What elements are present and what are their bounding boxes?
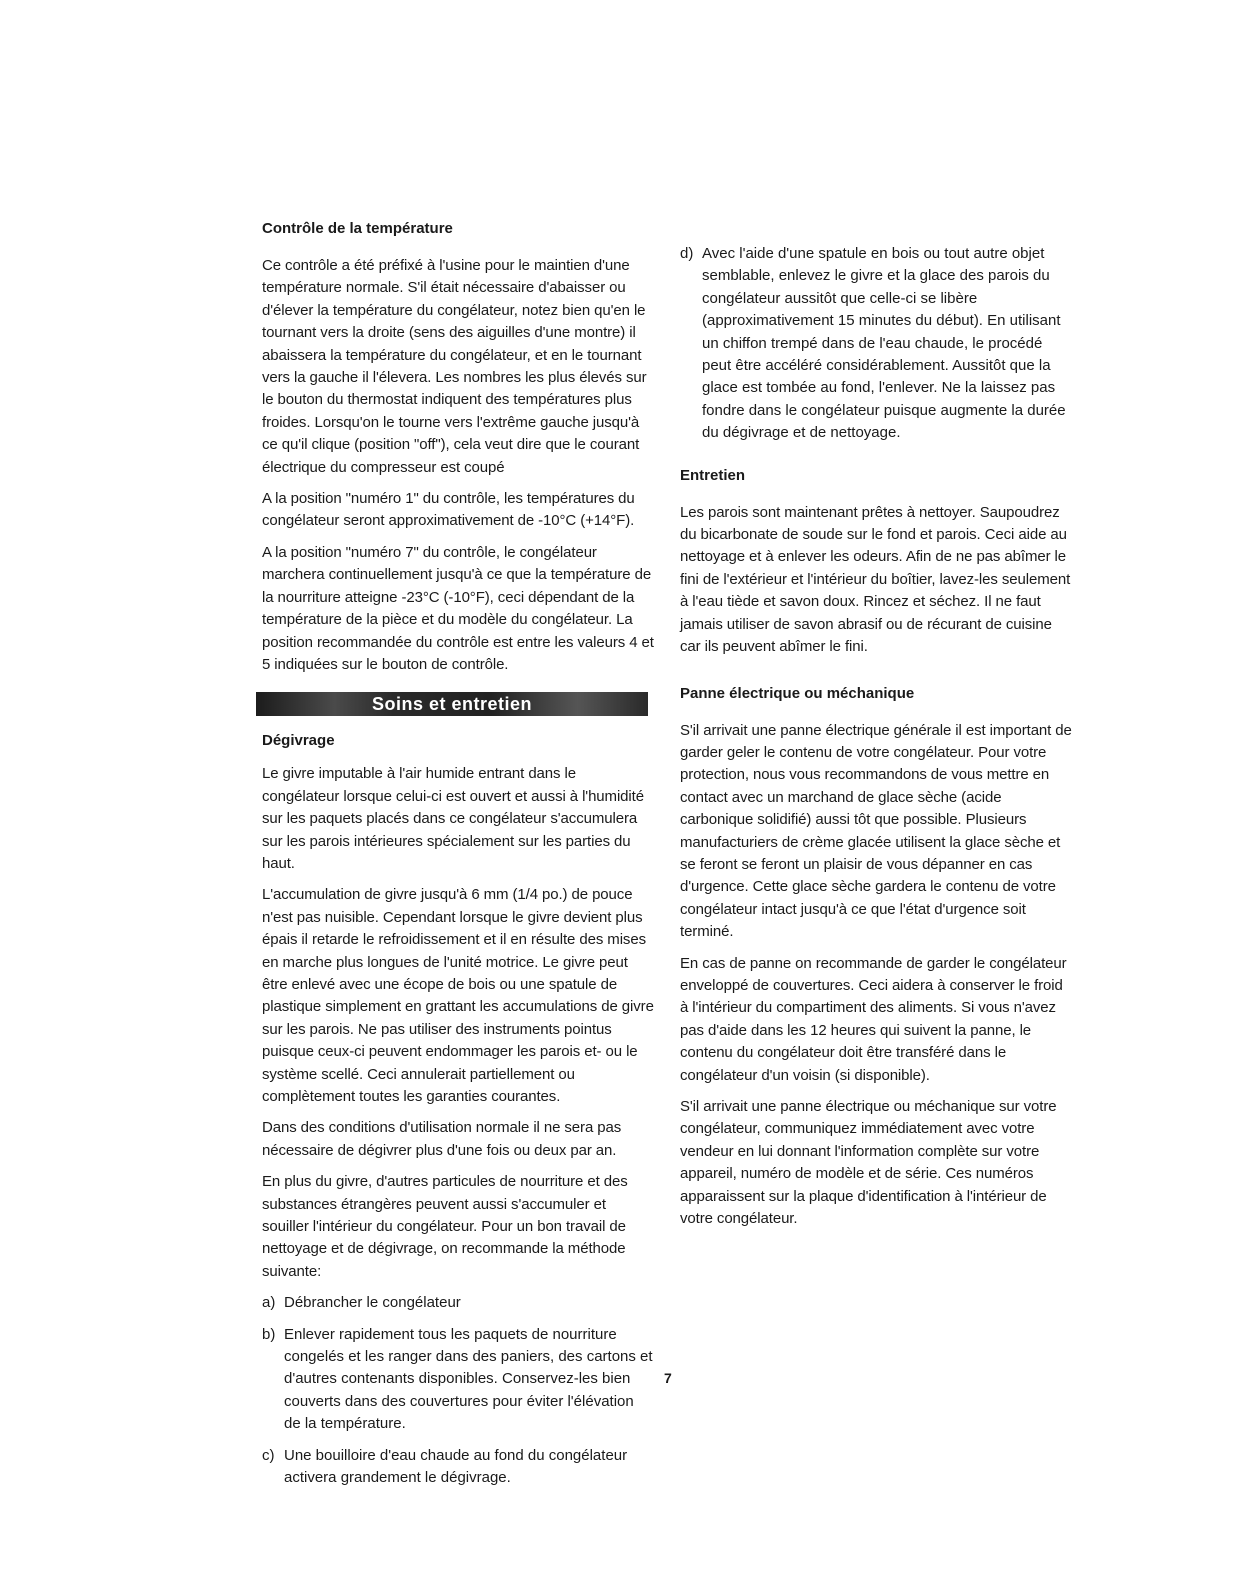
heading-maintenance: Entretien bbox=[680, 466, 746, 484]
list-marker: a) bbox=[262, 1294, 276, 1312]
banner-title: Soins et entretien bbox=[371, 693, 533, 714]
defrost-paragraph-2: L'accumulation de givre jusqu'à 6 mm (1/4 po.) de pouce n'est pas nuisible. Cependant lorsque le givre devient plus épais il retarde le refroidissement et il en résulte des mises en marche plus longues de l'unité motrice. Le givre peut être enlevé avec une écope de bois ou une spatule de plastique simplement en grattant les accumulations de givre sur les parois. Ne pas utiliser des instruments pointus puisque ceux-ci peuvent endommager les parois et- ou le système scellé. Ceci annulerait partiellement ou complètement toutes les garanties courantes. bbox=[262, 886, 654, 1105]
list-marker: b) bbox=[262, 1325, 276, 1343]
page-number: 7 bbox=[664, 1370, 672, 1386]
list-text: Avec l'aide d'une spatule en bois ou tout autre objet semblable, enlevez le givre et la glace des parois du congélateur aussitôt que celle-ci se libère (approximativement 15 minutes du début). En utilisant un chiffon trempé dans de l'eau chaude, le procédé peut être accéléré considérablement. Aussitôt que la glace est tombée au fond, l'enlever. Ne la laissez pas fondre dans le congélateur puisque augmente la durée du dégivrage et de nettoyage. bbox=[702, 245, 1066, 442]
failure-paragraph-3: S'il arrivait une panne électrique ou méchanique sur votre congélateur, communiquez immédiatement avec votre vendeur en lui donnant l'information complète sur votre appareil, numéro de modèle et de série. Ces numéros apparaissent sur la plaque d'identification à l'intérieur de votre congélateur. bbox=[680, 1098, 1057, 1228]
right-column bbox=[680, 243, 1072, 1239]
failure-paragraph-2: En cas de panne on recommande de garder le congélateur enveloppé de couvertures. Ceci aidera à conserver le froid à l'intérieur du compartiment des aliments. Si vous n'avez pas d'aide dans les 12 heures qui suivent la panne, le contenu du congélateur doit être transféré dans le congélateur d'un voisin (si disponible). bbox=[680, 954, 1067, 1084]
list-item bbox=[262, 1292, 654, 1314]
defrost-paragraph-3: Dans des conditions d'utilisation normale il ne sera pas nécessaire de dégivrer plus d'une fois ou deux par an. bbox=[262, 1119, 622, 1159]
heading-defrosting: Dégivrage bbox=[262, 732, 335, 750]
temperature-paragraph-2: A la position "numéro 1" du contrôle, les températures du congélateur seront approximativement de -10°C (+14°F). bbox=[262, 490, 635, 530]
list-item bbox=[262, 1324, 654, 1436]
heading-power-failure: Panne électrique ou méchanique bbox=[680, 684, 915, 702]
defrost-paragraph-1: Le givre imputable à l'air humide entrant dans le congélateur lorsque celui-ci est ouvert et aussi à l'humidité sur les paquets placés dans ce congélateur s'accumulera sur les parois intérieures spécialement sur les parties du haut. bbox=[262, 765, 644, 872]
list-item bbox=[262, 1445, 654, 1490]
maintenance-paragraph: Les parois sont maintenant prêtes à nettoyer. Saupoudrez du bicarbonate de soude sur le fond et parois. Ceci aide au nettoyage et à enlever les odeurs. Afin de ne pas abîmer le fini de l'extérieur et l'intérieur du boîtier, lavez-les seulement à l'eau tiède et savon doux. Rincez et séchez. Il ne faut jamais utiliser de savon abrasif ou de récurant de cuisine car ils peuvent abîmer le fini. bbox=[680, 503, 1071, 656]
list-text: Une bouilloire d'eau chaude au fond du congélateur activera grandement le dégivrage. bbox=[284, 1446, 628, 1487]
heading-temperature-control: Contrôle de la température bbox=[262, 220, 453, 237]
list-text: Enlever rapidement tous les paquets de nourriture congelés et les ranger dans des paniers, des cartons et d'autres contenants disponibles. Conservez-les bien couverts dans des couvertures pour éviter l'élévation de la température. bbox=[284, 1325, 653, 1433]
list-marker: d) bbox=[680, 245, 694, 262]
temperature-paragraph-1: Ce contrôle a été préfixé à l'usine pour le maintien d'une température normale. S'il était nécessaire d'abaisser ou d'élever la température du congélateur, notez bien qu'en le tournant vers la droite (sens des aiguilles d'une montre) il abaissera la température du congélateur, et en le tournant vers la gauche il l'élevera. Les nombres les plus élevés sur le bouton du thermostat indiquent des températures plus froides. Lorsqu'on le tourne vers l'extrême gauche jusqu'à ce qu'il clique (position "off"), cela veut dire que le courant électrique du compresseur est coupé bbox=[262, 257, 647, 476]
defrost-paragraph-4: En plus du givre, d'autres particules de nourriture et des substances étrangères peuvent aussi s'accumuler et souiller l'intérieur du congélateur. Pour un bon travail de nettoyage et de dégivrage, on recommande la méthode suivante: bbox=[262, 1173, 628, 1280]
list-text: Débrancher le congélateur bbox=[284, 1294, 461, 1312]
section-banner bbox=[256, 692, 648, 716]
left-column bbox=[262, 220, 654, 1499]
temperature-paragraph-3: A la position "numéro 7" du contrôle, le congélateur marchera continuellement jusqu'à ce que la température de la nourriture atteigne -23°C (-10°F), ceci dépendant de la température de la pièce et du modèle du congélateur. La position recommandée du contrôle est entre les valeurs 4 et 5 indiquées sur le bouton de contrôle. bbox=[262, 543, 654, 673]
failure-paragraph-1: S'il arrivait une panne électrique générale il est important de garder geler le contenu de votre congélateur. Pour votre protection, nous vous recommandons de vous mettre en contact avec un marchand de glace sèche (acide carbonique solidifié) aussi tôt que possible. Plusieurs manufacturiers de crème glacée utilisent la glace sèche et se feront se feront un plaisir de vous dépanner en cas d'urgence. Cette glace sèche gardera le contenu de votre congélateur intact jusqu'à ce que l'état d'urgence soit terminé. bbox=[680, 721, 1072, 941]
list-marker: c) bbox=[262, 1446, 275, 1464]
list-item bbox=[680, 243, 1072, 445]
